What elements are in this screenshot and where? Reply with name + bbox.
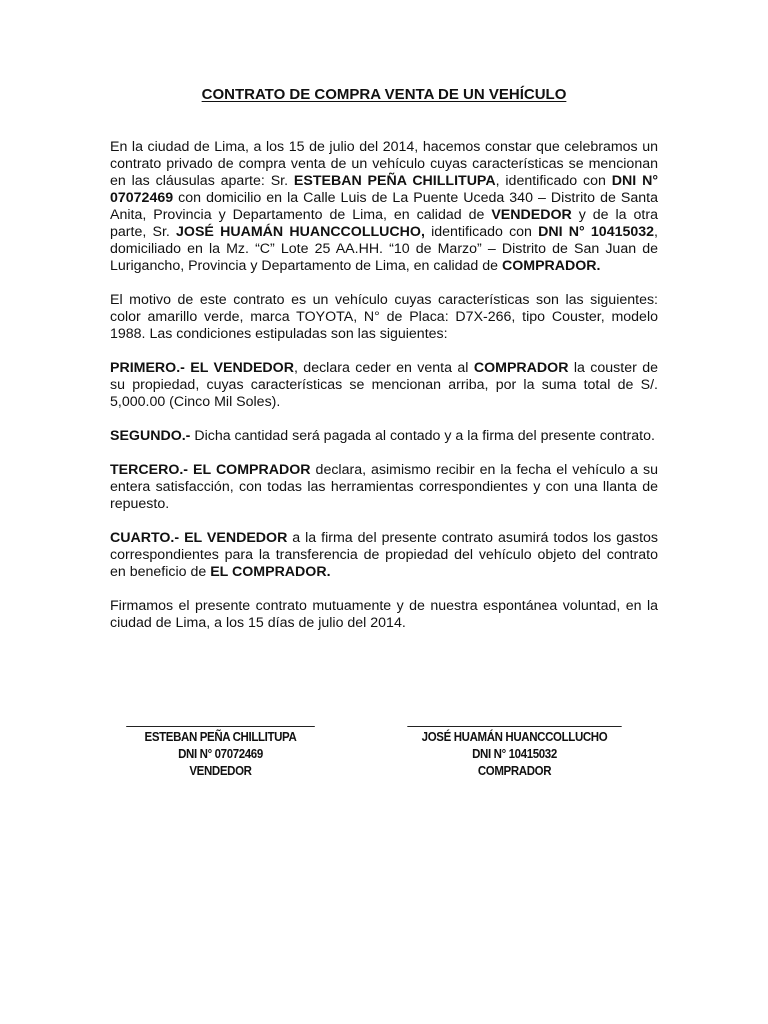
seller-role: VENDEDOR: [491, 207, 572, 223]
intro-text-2: , identificado con: [495, 173, 612, 189]
seller-signature-line: [126, 726, 315, 728]
document-title: CONTRATO DE COMPRA VENTA DE UN VEHÍCULO: [201, 86, 567, 103]
buyer-signature-line: [407, 726, 621, 728]
seller-signature-block: [126, 726, 315, 780]
intro-paragraph: [110, 139, 658, 275]
buyer-signature-dni: DNI N° 10415032: [472, 747, 557, 761]
clause-primero-text-1: , declara ceder en venta al: [293, 360, 474, 376]
buyer-signature-role: COMPRADOR: [477, 764, 552, 778]
clause-segundo-label: SEGUNDO.-: [110, 428, 191, 444]
intro-text-6: , domiciliado en la Mz. “C” Lote 25 AA.HH. “10 de Marzo” – Distrito de San Juan de Lurigancho, Provincia y Departamento de Lima, en calidad de: [110, 224, 658, 274]
motive-paragraph: El motivo de este contrato es un vehículo cuyas características son las siguientes: color amarillo verde, marca TOYOTA, N° de Placa: D7X-266, tipo Couster, modelo 1988. Las condiciones estipuladas son las siguientes:: [110, 292, 658, 342]
buyer-name: JOSÉ HUAMÁN HUANCCOLLUCHO,: [176, 224, 425, 240]
clause-primero-text-2: la couster de su propiedad, cuyas características se mencionan arriba, por la suma total de S/. 5,000.00 (Cinco Mil Soles).: [110, 360, 658, 410]
buyer-signature-block: [407, 726, 621, 780]
buyer-role: COMPRADOR.: [501, 258, 601, 274]
clause-tercero-text: declara, asimismo recibir en la fecha el vehículo a su entera satisfacción, con todas las herramientas correspondientes y con una llanta de repuesto.: [110, 462, 659, 512]
clause-segundo: [110, 428, 658, 445]
clause-cuarto: [110, 530, 658, 581]
clause-tercero-label: TERCERO.- EL COMPRADOR: [110, 462, 311, 478]
seller-dni: DNI N° 07072469: [110, 173, 658, 206]
document-body: [110, 139, 658, 649]
intro-text-1: En la ciudad de Lima, a los 15 de julio del 2014, hacemos constar que celebramos un contrato privado de compra venta de un vehículo cuyas características se mencionan en las cláusulas aparte: Sr.: [110, 139, 658, 189]
intro-text-3: con domicilio en la Calle Luis de La Puente Uceda 340 – Distrito de Santa Anita, Provincia y Departamento de Lima, en calidad de: [110, 190, 658, 223]
intro-text-5: identificado con: [424, 224, 539, 240]
clause-primero-bold: COMPRADOR: [473, 360, 569, 376]
buyer-signature-name: JOSÉ HUAMÁN HUANCCOLLUCHO: [421, 730, 608, 744]
seller-name: ESTEBAN PEÑA CHILLITUPA: [293, 173, 496, 189]
clause-segundo-text: Dicha cantidad será pagada al contado y a la firma del presente contrato.: [190, 428, 655, 444]
intro-text-4: y de la otra parte, Sr.: [110, 207, 658, 240]
seller-signature-name: ESTEBAN PEÑA CHILLITUPA: [144, 730, 297, 744]
clause-tercero: [110, 462, 658, 513]
buyer-dni: DNI N° 10415032: [538, 224, 655, 240]
seller-signature-dni: DNI N° 07072469: [178, 747, 263, 761]
clause-primero-label: PRIMERO.- EL VENDEDOR: [110, 360, 294, 376]
clause-cuarto-bold: EL COMPRADOR.: [210, 564, 331, 580]
clause-cuarto-text: a la firma del presente contrato asumirá todos los gastos correspondientes para la transferencia de propiedad del vehículo objeto del contrato en beneficio de: [110, 530, 659, 580]
clause-cuarto-label: CUARTO.- EL VENDEDOR: [110, 530, 288, 546]
clause-primero: [110, 360, 658, 411]
closing-paragraph: Firmamos el presente contrato mutuamente y de nuestra espontánea voluntad, en la ciudad de Lima, a los 15 días de julio del 2014.: [110, 598, 658, 631]
seller-signature-role: VENDEDOR: [189, 764, 252, 778]
